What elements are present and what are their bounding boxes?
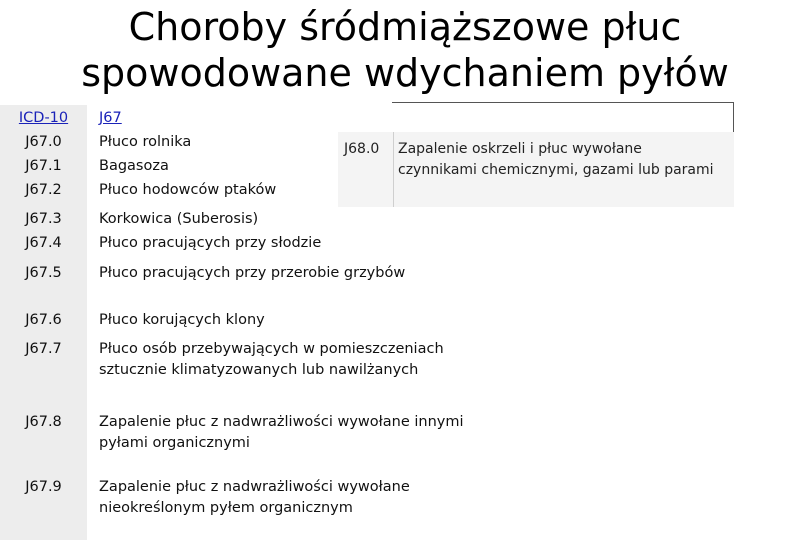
code-j67-3: J67.3 — [25, 211, 62, 227]
side-entry-header-cell — [392, 102, 734, 132]
code-j67-2: J67.2 — [25, 182, 62, 198]
side-entry-desc-line2: czynnikami chemicznymi, gazami lub parami — [398, 162, 714, 178]
desc-j67-8-line1: Zapalenie płuc z nadwrażliwości wywołane innymi — [99, 414, 464, 430]
code-j67-0: J67.0 — [25, 134, 62, 150]
code-j67-5: J67.5 — [25, 265, 62, 281]
code-j67-4: J67.4 — [25, 235, 62, 251]
header-icd10-link[interactable]: ICD-10 — [18, 110, 69, 126]
header-j67-link[interactable]: J67 — [99, 110, 122, 126]
desc-j67-6: Płuco korujących klony — [99, 312, 265, 328]
desc-j67-9-line2: nieokreślonym pyłem organicznym — [99, 500, 353, 516]
desc-j67-3: Korkowica (Suberosis) — [99, 211, 259, 227]
desc-j67-5: Płuco pracujących przy przerobie grzybów — [99, 265, 406, 281]
desc-j67-8-line2: pyłami organicznymi — [99, 435, 250, 451]
desc-j67-9-line1: Zapalenie płuc z nadwrażliwości wywołane — [99, 479, 410, 495]
code-j67-7: J67.7 — [25, 341, 62, 357]
code-j67-1: J67.1 — [25, 158, 62, 174]
side-entry-description — [398, 139, 730, 181]
desc-j67-1: Bagasoza — [99, 158, 169, 174]
desc-j67-2: Płuco hodowców ptaków — [99, 182, 277, 198]
title-line-1: Choroby śródmiąższowe płuc — [128, 5, 682, 49]
side-entry-divider — [393, 132, 394, 207]
desc-j67-0: Płuco rolnika — [99, 134, 192, 150]
title-line-2: spowodowane wdychaniem pyłów — [81, 51, 729, 95]
code-j67-8: J67.8 — [25, 414, 62, 430]
side-entry-desc-line1: Zapalenie oskrzeli i płuc wywołane — [398, 141, 642, 157]
slide-title — [0, 4, 810, 96]
code-j67-9: J67.9 — [25, 479, 62, 495]
desc-j67-4: Płuco pracujących przy słodzie — [99, 235, 322, 251]
desc-j67-7-line2: sztucznie klimatyzowanych lub nawilżanych — [99, 362, 419, 378]
desc-j67-7-line1: Płuco osób przebywających w pomieszczeniach — [99, 341, 444, 357]
side-entry-code: J68.0 — [344, 141, 380, 157]
code-j67-6: J67.6 — [25, 312, 62, 328]
side-entry-blank-cell — [338, 102, 392, 132]
